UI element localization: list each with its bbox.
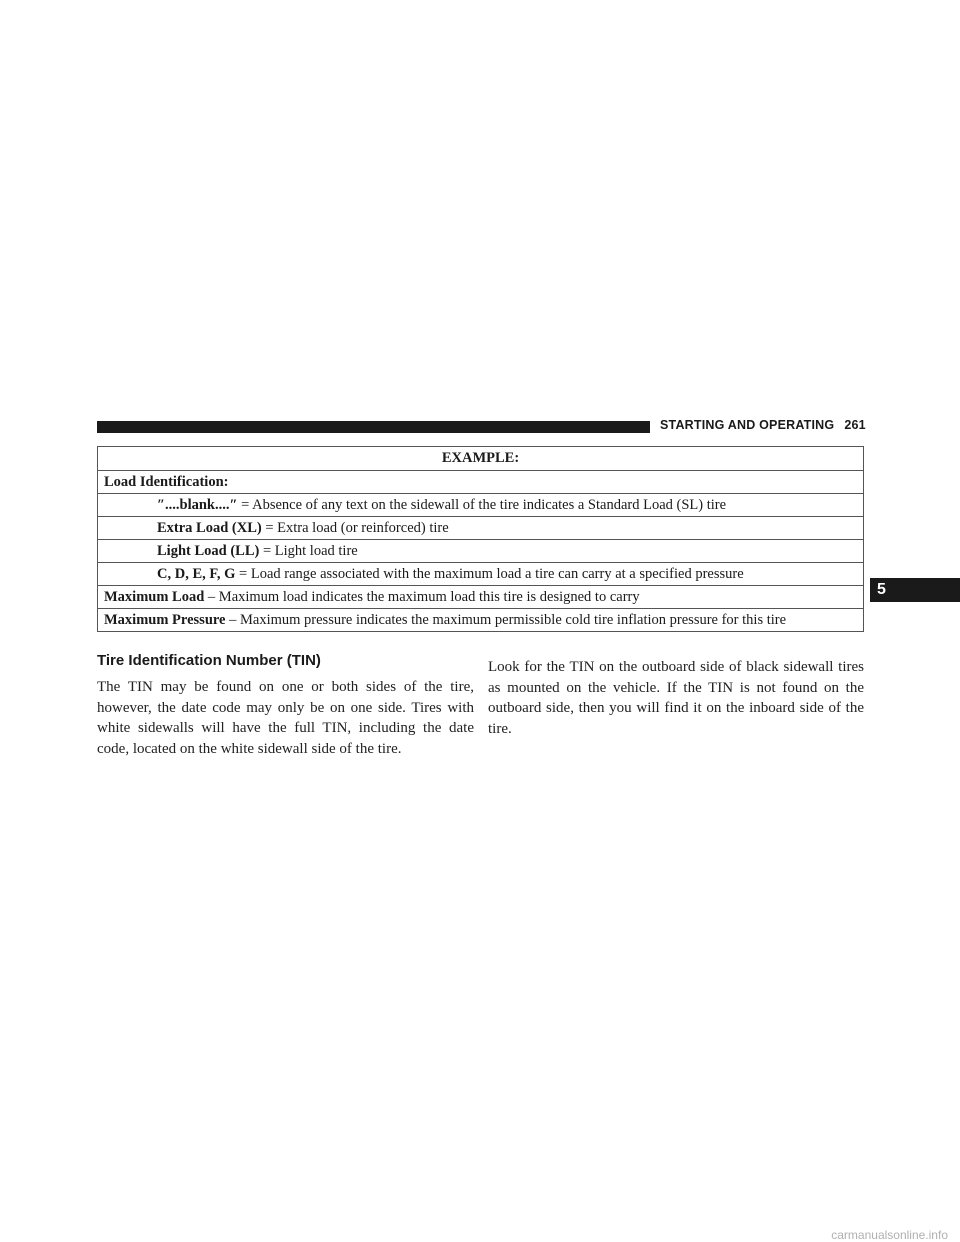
max-pressure-term: Maximum Pressure bbox=[104, 612, 226, 628]
row-term: Extra Load (XL) bbox=[157, 520, 262, 536]
header-section-title: STARTING AND OPERATING bbox=[660, 418, 835, 432]
running-header bbox=[660, 418, 865, 432]
left-paragraph: The TIN may be found on one or both sides of the tire, however, the date code may only be on one side. Tires with white sidewalls will have the full TIN, including the date code, located on the white sidewall side of the tire. bbox=[97, 679, 474, 757]
row-term: Light Load (LL) bbox=[157, 543, 260, 559]
section-title: Tire Identification Number (TIN) bbox=[97, 652, 321, 669]
right-paragraph: Look for the TIN on the outboard side of black sidewall tires as mounted on the vehicle. If the TIN is not found on the outboard side, then you will find it on the inboard side of the tire. bbox=[488, 659, 864, 737]
table-row bbox=[98, 494, 864, 517]
chapter-tab: 5 bbox=[870, 578, 960, 602]
table-row bbox=[98, 447, 864, 471]
table-heading: EXAMPLE: bbox=[98, 447, 864, 471]
max-pressure-desc: – Maximum pressure indicates the maximum permissible cold tire inflation pressure for this tire bbox=[225, 612, 787, 628]
max-load-desc: – Maximum load indicates the maximum load this tire is designed to carry bbox=[204, 589, 640, 605]
table-row bbox=[98, 540, 864, 563]
table-row bbox=[98, 609, 864, 632]
max-load-term: Maximum Load bbox=[104, 589, 205, 605]
header-rule bbox=[97, 421, 650, 433]
row-term: ″....blank....″ bbox=[157, 497, 238, 513]
page-number: 261 bbox=[844, 418, 866, 432]
table-row bbox=[98, 471, 864, 494]
row-desc: = Absence of any text on the sidewall of the tire indicates a Standard Load (SL) tire bbox=[237, 497, 727, 513]
row-desc: = Light load tire bbox=[259, 543, 358, 559]
table-row bbox=[98, 563, 864, 586]
row-desc: = Load range associated with the maximum load a tire can carry at a specified pressure bbox=[235, 566, 744, 582]
row-term: C, D, E, F, G bbox=[157, 566, 236, 582]
row-desc: = Extra load (or reinforced) tire bbox=[261, 520, 449, 536]
load-identification-table bbox=[97, 446, 864, 632]
load-identification-label: Load Identification: bbox=[104, 474, 229, 490]
table-row bbox=[98, 517, 864, 540]
table-row bbox=[98, 586, 864, 609]
watermark: carmanualsonline.info bbox=[831, 1228, 948, 1242]
